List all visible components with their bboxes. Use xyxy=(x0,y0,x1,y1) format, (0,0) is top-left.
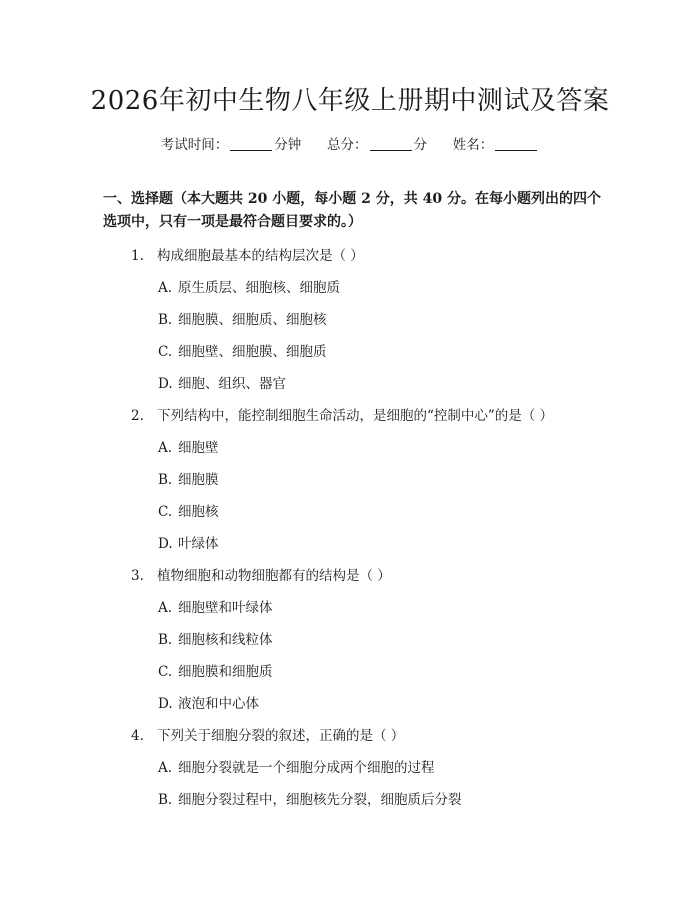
option-4b xyxy=(158,788,462,808)
option-text: 细胞壁 xyxy=(178,440,219,456)
option-text: 细胞膜 xyxy=(178,472,219,488)
option-1b xyxy=(158,308,327,328)
question-4 xyxy=(131,724,404,744)
score-blank xyxy=(370,150,412,151)
score-unit: 分 xyxy=(413,137,427,153)
question-text: 下列结构中，能控制细胞生命活动，是细胞的“控制中心”的是（ ） xyxy=(157,408,554,424)
option-3d xyxy=(158,692,259,712)
option-text: 原生质层、细胞核、细胞质 xyxy=(178,280,340,296)
option-letter: D. xyxy=(158,536,173,552)
option-4a xyxy=(158,756,435,776)
question-1 xyxy=(131,244,364,264)
option-letter: A. xyxy=(158,760,173,776)
option-text: 细胞壁、细胞膜、细胞质 xyxy=(178,344,327,360)
section-heading: 一、选择题（本大题共 20 小题，每小题 2 分，共 40 分。在每小题列出的四个选项中，只有一项是最符合题目要求的。） xyxy=(103,191,601,230)
option-3c xyxy=(158,660,273,680)
question-number: 3. xyxy=(131,568,144,584)
option-letter: B. xyxy=(158,312,173,328)
question-number: 4. xyxy=(131,728,144,744)
question-text: 构成细胞最基本的结构层次是（ ） xyxy=(157,248,364,264)
option-2a xyxy=(158,436,219,456)
option-letter: A. xyxy=(158,440,173,456)
option-text: 细胞、组织、器官 xyxy=(178,376,286,392)
question-number: 1. xyxy=(131,248,144,264)
option-text: 细胞膜、细胞质、细胞核 xyxy=(178,312,327,328)
time-blank xyxy=(230,150,272,151)
option-3a xyxy=(158,596,273,616)
option-letter: C. xyxy=(158,504,173,520)
option-text: 细胞核和线粒体 xyxy=(178,632,273,648)
option-2b xyxy=(158,468,219,488)
time-label: 考试时间： xyxy=(160,137,229,153)
option-letter: C. xyxy=(158,344,173,360)
option-1a xyxy=(158,276,340,296)
question-3 xyxy=(131,564,391,584)
option-1d xyxy=(158,372,286,392)
option-1c xyxy=(158,340,327,360)
option-text: 细胞分裂就是一个细胞分成两个细胞的过程 xyxy=(178,760,435,776)
option-letter: B. xyxy=(158,792,173,808)
option-3b xyxy=(158,628,273,648)
question-2 xyxy=(131,404,553,424)
score-label: 总分： xyxy=(327,137,368,153)
page-title: 2026年初中生物八年级上册期中测试及答案 xyxy=(90,86,610,116)
option-2c xyxy=(158,500,219,520)
option-text: 细胞核 xyxy=(178,504,219,520)
option-letter: A. xyxy=(158,280,173,296)
option-text: 细胞膜和细胞质 xyxy=(178,664,273,680)
question-text: 下列关于细胞分裂的叙述，正确的是（ ） xyxy=(157,728,405,744)
name-label: 姓名： xyxy=(452,137,494,153)
question-number: 2. xyxy=(131,408,144,424)
exam-meta-line xyxy=(0,133,700,153)
option-letter: B. xyxy=(158,632,173,648)
option-text: 细胞壁和叶绿体 xyxy=(178,600,273,616)
option-letter: D. xyxy=(158,696,173,712)
option-letter: B. xyxy=(158,472,173,488)
option-letter: C. xyxy=(158,664,173,680)
time-unit: 分钟 xyxy=(274,137,302,153)
option-text: 叶绿体 xyxy=(178,536,219,552)
option-text: 液泡和中心体 xyxy=(178,696,259,712)
option-text: 细胞分裂过程中，细胞核先分裂，细胞质后分裂 xyxy=(178,792,462,808)
option-2d xyxy=(158,532,219,552)
question-text: 植物细胞和动物细胞都有的结构是（ ） xyxy=(157,568,391,584)
name-blank xyxy=(495,150,537,151)
option-letter: D. xyxy=(158,376,173,392)
option-letter: A. xyxy=(158,600,173,616)
